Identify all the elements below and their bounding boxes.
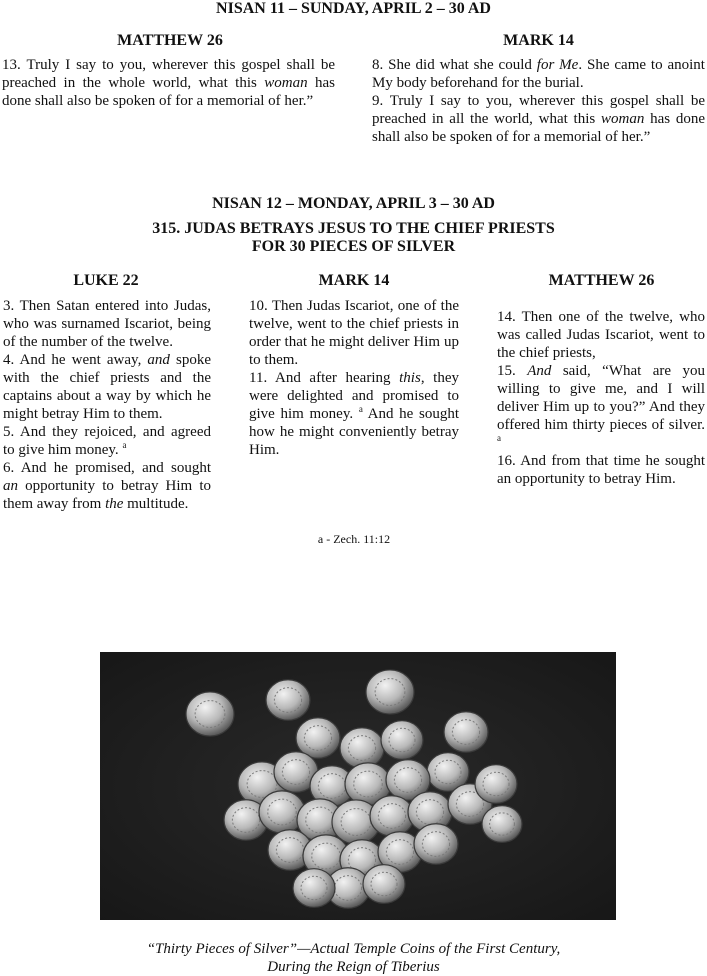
verse-italic: an xyxy=(3,478,18,494)
matthew-26-column xyxy=(497,308,705,488)
coin-shape xyxy=(366,670,414,714)
verse-italic: and xyxy=(147,352,170,368)
coin-shape xyxy=(266,680,310,720)
day1-heading: NISAN 11 – SUNDAY, APRIL 2 – 30 AD xyxy=(216,0,491,17)
verse-text: 15. xyxy=(497,363,528,379)
day2-heading: NISAN 12 – MONDAY, APRIL 3 – 30 AD xyxy=(212,195,495,212)
verse-matthew-26-15 xyxy=(497,362,705,452)
coin-shape xyxy=(482,806,522,843)
verse-luke-22-5 xyxy=(3,423,211,459)
verse-text: opportunity to betray Him to them away from xyxy=(3,478,211,512)
verse-text: has done shall also be spoken of for a memorial of her.” xyxy=(2,75,336,109)
footnote-marker: a xyxy=(497,433,501,443)
verse-italic: woman xyxy=(264,75,308,91)
mark-14-title: MARK 14 xyxy=(318,272,390,289)
verse-matthew-26-13 xyxy=(2,56,335,110)
matthew-26-title-top: MATTHEW 26 xyxy=(117,32,223,49)
luke-22-title: LUKE 22 xyxy=(73,272,139,289)
section-title-line2: FOR 30 PIECES OF SILVER xyxy=(251,238,456,255)
verse-mark-14-9 xyxy=(372,92,705,146)
verse-mark-14-10: 10. Then Judas Iscariot, one of the twelve, went to the chief priests in order that he might deliver Him up to them. xyxy=(249,298,459,368)
footnote: a - Zech. 11:12 xyxy=(317,532,391,546)
coin-shape xyxy=(475,765,517,804)
mark-14-column xyxy=(249,297,459,459)
coin-shape xyxy=(363,865,405,904)
verse-text: And he sought how he might conveniently betray Him. xyxy=(249,406,460,458)
coins-photo xyxy=(100,652,616,920)
verse-text: 13. Truly I say to you, wherever this gospel shall be preached in the whole world, what this xyxy=(2,57,335,91)
luke-22-column xyxy=(3,297,211,513)
verse-text: 9. Truly I say to you, wherever this gospel shall be preached in all the world, what this xyxy=(372,93,705,127)
verse-italic: for Me xyxy=(536,57,579,73)
verse-luke-22-3: 3. Then Satan entered into Judas, who was surnamed Iscariot, being of the number of the twelve. xyxy=(3,298,211,350)
coins-illustration xyxy=(100,652,616,920)
verse-text: , they were delighted and promised to give him money. xyxy=(249,370,460,422)
verse-matthew-26-16: 16. And from that time he sought an opportunity to betray Him. xyxy=(497,453,705,487)
coin-shape xyxy=(186,692,234,736)
verse-text: has done shall also be spoken of for a memorial of her.” xyxy=(372,111,706,145)
verse-italic: woman xyxy=(601,111,645,127)
verse-text: 8. She did what she could xyxy=(372,57,537,73)
verse-text: 11. And after hearing xyxy=(249,370,400,386)
section-title-line1: 315. JUDAS BETRAYS JESUS TO THE CHIEF PRIESTS xyxy=(152,220,555,237)
verse-text: said, “What are you willing to give me, and I will deliver Him up to you?” And they offered him thirty pieces of silver. xyxy=(497,363,706,433)
verse-mark-14-8 xyxy=(372,56,705,92)
verse-italic: And xyxy=(527,363,552,379)
coin-shape xyxy=(414,824,458,864)
footnote-marker: a xyxy=(358,404,363,414)
verse-text: multitude. xyxy=(123,496,189,512)
verse-text: spoke with the chief priests and the captains about a way by which he might betray Him to them. xyxy=(3,352,212,422)
coin-shape xyxy=(293,869,335,908)
verse-mark-14-11 xyxy=(249,369,459,459)
verse-text: 4. And he went away, xyxy=(3,352,148,368)
photo-caption-line2: During the Reign of Tiberius xyxy=(267,959,440,975)
matthew-26-13-block xyxy=(2,56,335,110)
verse-italic: this xyxy=(399,370,421,386)
coin-shape xyxy=(381,721,423,760)
coin-shape xyxy=(340,728,384,768)
footnote-marker: a xyxy=(122,440,127,450)
verse-italic: the xyxy=(105,496,124,512)
mark-14-title-top: MARK 14 xyxy=(503,32,574,49)
mark-14-8-9-block xyxy=(372,56,705,146)
verse-text: 6. And he promised, and sought xyxy=(3,460,211,476)
verse-matthew-26-14: 14. Then one of the twelve, who was called Judas Iscariot, went to the chief priests, xyxy=(497,309,705,361)
matthew-26-title: MATTHEW 26 xyxy=(548,272,655,289)
verse-text: 5. And they rejoiced, and agreed to give him money. xyxy=(3,424,211,458)
coin-shape xyxy=(444,712,488,752)
verse-text: . She came to anoint My body beforehand for the burial. xyxy=(372,57,705,91)
photo-caption-line1: “Thirty Pieces of Silver”—Actual Temple Coins of the First Century, xyxy=(146,941,561,957)
coin-shape xyxy=(370,796,414,836)
verse-luke-22-6 xyxy=(3,459,211,513)
verse-luke-22-4 xyxy=(3,351,211,423)
